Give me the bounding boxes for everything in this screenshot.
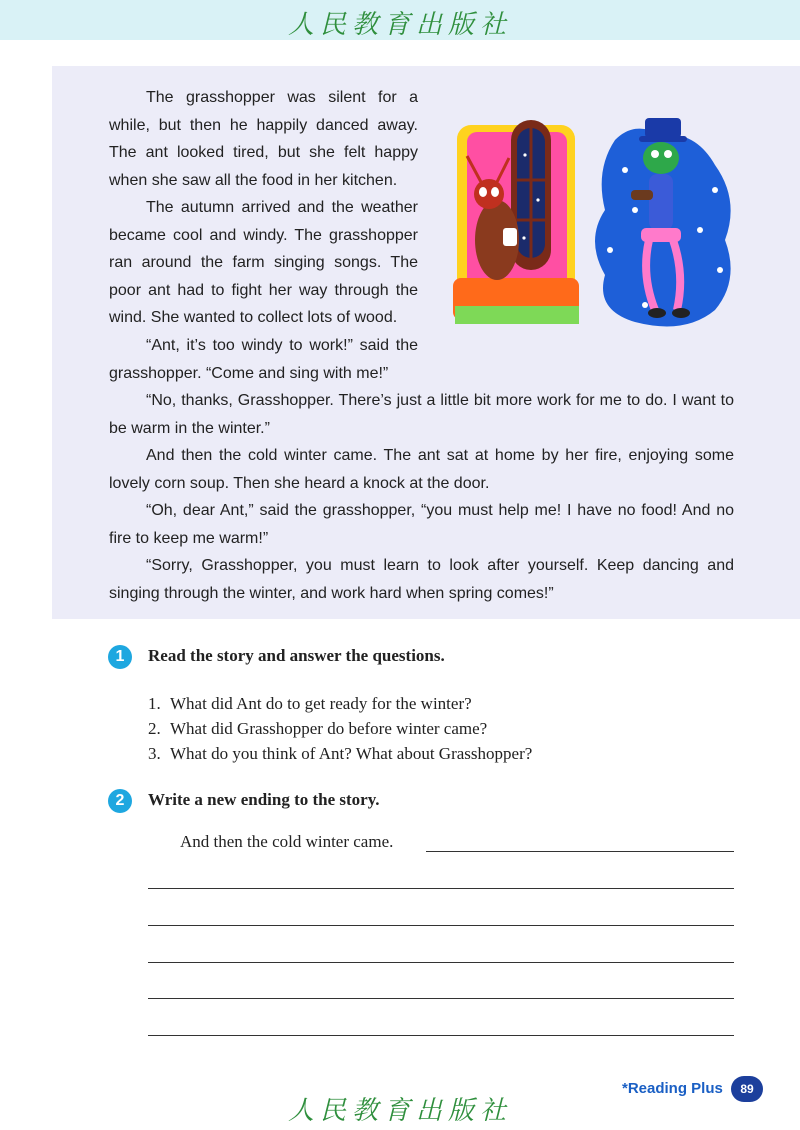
exercise-number-badge: 1 — [108, 645, 132, 669]
question-number: 3. — [148, 744, 161, 763]
story-paragraph: The autumn arrived and the weather became cool and windy. The grasshopper ran around the farm singing songs. The poor ant had to fight her way through the wind. She wanted to collect lots of wood. — [109, 199, 418, 326]
answer-line[interactable] — [148, 962, 734, 963]
question-number: 2. — [148, 719, 161, 738]
story-paragraph: “Sorry, Grasshopper, you must learn to look after yourself. Keep dancing and singing through the winter, and work hard when spring comes!” — [109, 557, 734, 602]
ant-grasshopper-illustration — [445, 110, 745, 350]
story-paragraph: “Ant, it’s too windy to work!” said the grasshopper. “Come and sing with me!” — [109, 337, 418, 382]
writing-prompt: And then the cold winter came. — [180, 832, 394, 851]
publisher-brand-header: 人民教育出版社 — [287, 10, 512, 40]
answer-line[interactable] — [426, 851, 734, 852]
question-text: What did Ant do to get ready for the winter? — [170, 694, 472, 713]
story-paragraph: And then the cold winter came. The ant sat at home by her fire, enjoying some lovely corn soup. Then she heard a knock at the door. — [109, 447, 734, 492]
exercise-title: Read the story and answer the questions. — [148, 646, 445, 665]
publisher-brand-footer: 人民教育出版社 — [287, 1096, 512, 1126]
exercise-number-badge: 2 — [108, 789, 132, 813]
answer-line[interactable] — [148, 888, 734, 889]
page-number-badge: 89 — [731, 1076, 763, 1102]
question-text: What do you think of Ant? What about Grasshopper? — [170, 744, 533, 763]
question-item — [148, 719, 487, 739]
section-label: *Reading Plus — [622, 1080, 723, 1097]
question-number: 1. — [148, 694, 161, 713]
question-item — [148, 694, 472, 714]
answer-line[interactable] — [148, 998, 734, 999]
exercise-title: Write a new ending to the story. — [148, 790, 380, 809]
question-item — [148, 744, 532, 764]
question-text: What did Grasshopper do before winter came? — [170, 719, 488, 738]
story-paragraph: “Oh, dear Ant,” said the grasshopper, “you must help me! I have no food! And no fire to keep me warm!” — [109, 502, 734, 547]
answer-line[interactable] — [148, 925, 734, 926]
answer-line[interactable] — [148, 1035, 734, 1036]
story-paragraph: “No, thanks, Grasshopper. There’s just a little bit more work for me to do. I want to be warm in the winter.” — [109, 392, 734, 437]
story-paragraph: The grasshopper was silent for a while, but then he happily danced away. The ant looked tired, but she felt happy when she saw all the food in her kitchen. — [109, 89, 418, 189]
